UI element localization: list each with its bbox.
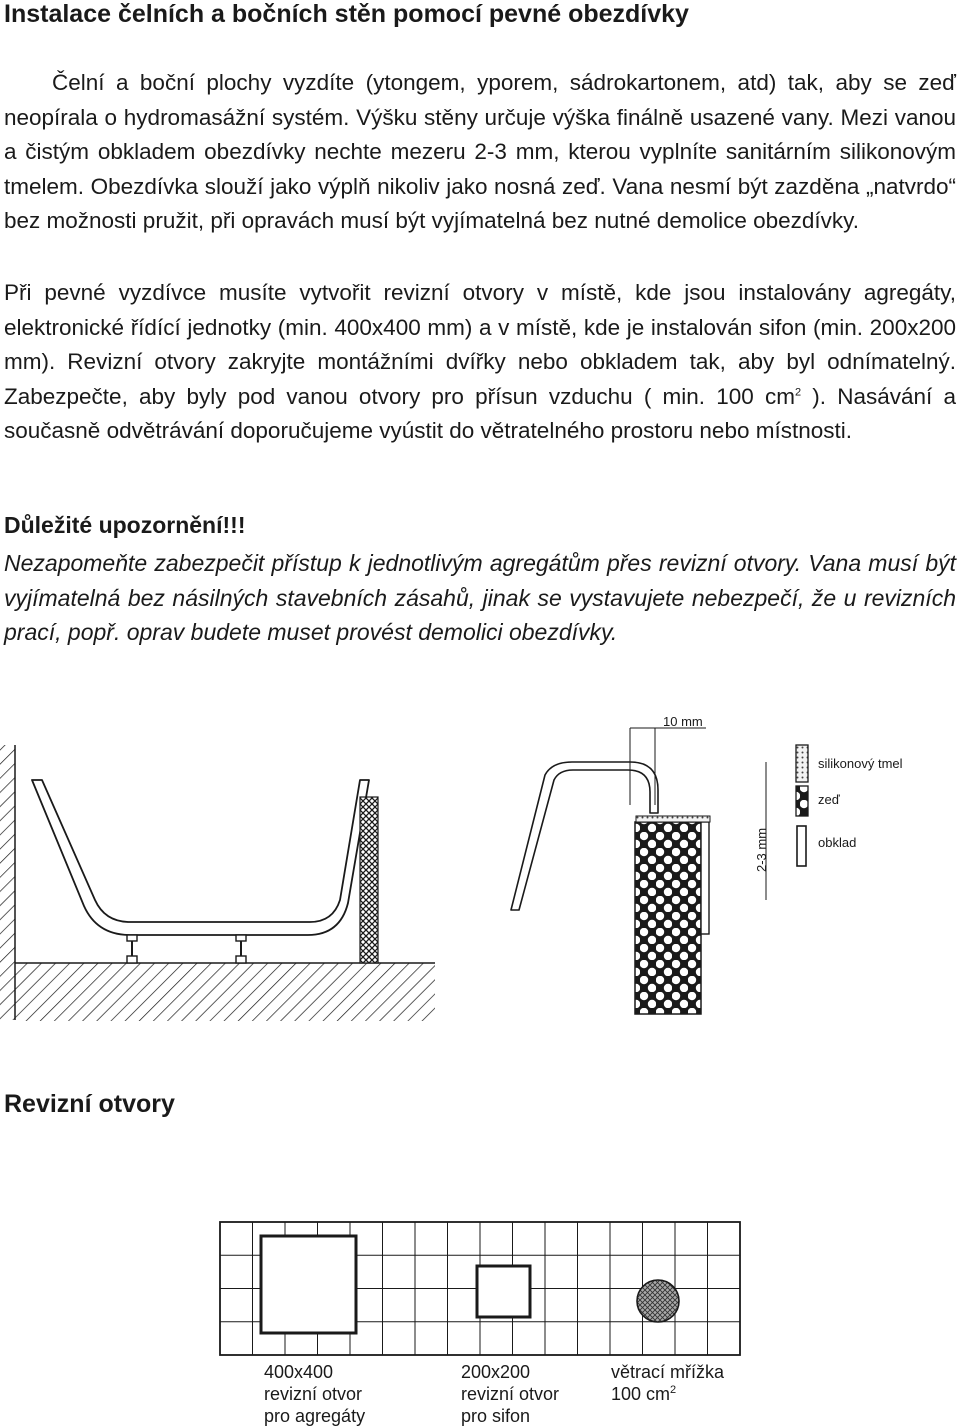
ventilation-grille [637,1280,679,1322]
opening-400x400 [261,1236,356,1333]
warning-text: Nezapomeňte zabezpečit přístup k jednotlivým agregátům přes revizní otvory. Vana musí být vyjímatelná bez násilných stavebních zásahů, jinak se vystavujete nebezpečí, že u revizních prací, popř. oprav budete muset provést demolici obezdívky. [4,550,956,645]
detail-wall [635,822,701,1014]
page-title: Instalace čelních a bočních stěn pomocí pevné obezdívky [4,0,689,28]
detail-tile [701,822,709,934]
caption-opening-400: 400x400 revizní otvor pro agregáty [264,1362,366,1426]
legend [796,745,903,866]
revision-paragraph: Při pevné vyzdívce musíte vytvořit revizní otvory v místě, kde jsou instalovány agregáty, elektronické řídící jednotky (min. 400x400 mm) a v místě, kde je instalován sifon (min. 200x200 mm). Revizní otvory zakryjte montážními dvířky nebo obkladem tak, aby byl odnímatelný. Zabezpečte, aby byly pod vanou otvory pro přísun vzduchu ( min. 100 $cm^2$ ). Nasávání a současně odvětrávání doporučujeme vyústit do větratelného prostoru nebo místnosti. [4,280,956,443]
dimension-side-label: 2-3 mm [754,827,769,872]
legend-swatch-wall [796,786,808,816]
legend-swatch-tile [797,826,806,866]
bathtub-feet [127,935,246,963]
dimension-10mm [630,714,706,805]
legend-label-wall: zeď [818,792,840,807]
bathtub-section [32,780,369,935]
caption-opening-200: 200x200 revizní otvor pro sifon [461,1362,560,1426]
legend-label-tile: obklad [818,835,857,850]
legend-swatch-silicone [796,745,808,782]
dimension-top-label: 10 mm [663,714,703,729]
warning-heading: Důležité upozornění!!! [4,512,246,538]
detail-silicone [636,816,710,822]
opening-200x200 [477,1266,530,1317]
legend-label-silicone: silikonový tmel [818,756,903,771]
floor [15,963,435,1021]
intro-paragraph: Čelní a boční plochy vyzdíte (ytongem, yporem, sádrokartonem, atd) tak, aby se zeď neopírala o hydromasážní systém. Výšku stěny určuje výška finálně usazené vany. Mezi vanou a čistým obkladem obezdívky nechte mezeru 2-3 mm, kterou vyplníte sanitárním silikonovým tmelem. Obezdívka slouží jako výplň nikoliv jako nosná zeď. Vana nesmí být zazděna „natvrdo“ bez možnosti pružit, při opravách musí být vyjímatelná bez nutné demolice obezdívky. [4,70,956,233]
dimension-2-3mm [754,762,769,900]
left-wall [0,745,15,1020]
front-wall [360,797,378,963]
caption-ventilation: větrací mřížka 100 $cm^2$ [611,1362,725,1404]
section-heading: Revizní otvory [4,1090,175,1118]
